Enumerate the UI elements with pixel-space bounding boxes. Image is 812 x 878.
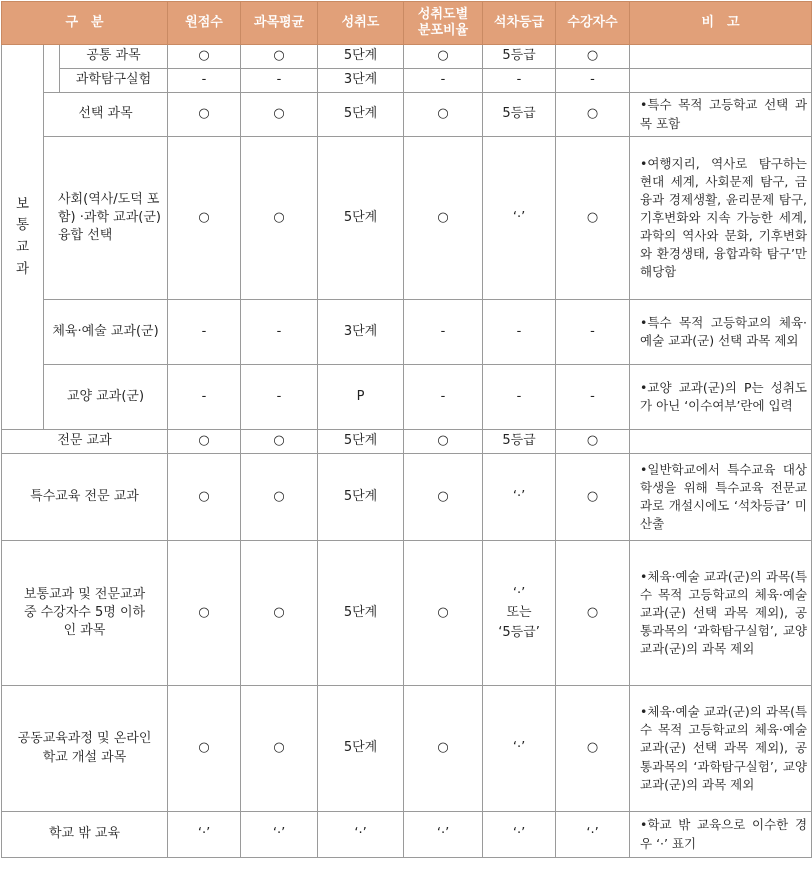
- cell-raw-score: ○: [168, 541, 241, 686]
- cell-enrollment: ‘·’: [556, 812, 630, 858]
- cell-rank: 5등급: [483, 45, 556, 69]
- header-achievement: 성취도: [318, 2, 404, 45]
- header-rank-grade: 석차등급: [483, 2, 556, 45]
- cell-enrollment: ○: [556, 686, 630, 812]
- table-row: [2, 812, 812, 858]
- cell-average: ○: [241, 454, 318, 541]
- cell-rank: ‘·’: [483, 686, 556, 812]
- cell-raw-score: ‘·’: [168, 812, 241, 858]
- header-subject-average: 과목평균: [241, 2, 318, 45]
- cell-distribution: ○: [404, 93, 483, 137]
- row-name: 교양 교과(군): [44, 365, 168, 430]
- cell-average: -: [241, 300, 318, 365]
- header-category: 구 분: [2, 2, 168, 45]
- table-row: [2, 686, 812, 812]
- cell-enrollment: -: [556, 300, 630, 365]
- cell-average: ○: [241, 686, 318, 812]
- header-row: [2, 2, 812, 45]
- cell-achievement: 3단계: [318, 69, 404, 93]
- cell-achievement: 3단계: [318, 300, 404, 365]
- cell-achievement: 5단계: [318, 93, 404, 137]
- cell-rank: ‘·’: [483, 812, 556, 858]
- cell-distribution: ○: [404, 137, 483, 300]
- group-label-general: 보 통 교 과: [2, 45, 44, 430]
- spacer-cell: [44, 45, 60, 93]
- cell-distribution: ○: [404, 45, 483, 69]
- table-row: [2, 541, 812, 686]
- cell-average: ○: [241, 430, 318, 454]
- row-name: 선택 과목: [44, 93, 168, 137]
- table-row: [2, 69, 812, 93]
- cell-enrollment: ○: [556, 541, 630, 686]
- cell-achievement: 5단계: [318, 430, 404, 454]
- header-enrollment: 수강자수: [556, 2, 630, 45]
- cell-remarks: •체육·예술 교과(군)의 과목(특수 목적 고등학교의 체육·예술 교과(군) 선택 과목 제외), 공통과목의 ‘과학탐구실험’, 교양 교과(군)의 과목 제외: [630, 686, 812, 812]
- cell-distribution: -: [404, 365, 483, 430]
- cell-raw-score: -: [168, 69, 241, 93]
- cell-distribution: ○: [404, 430, 483, 454]
- cell-rank: ‘·’: [483, 454, 556, 541]
- table-row: [2, 45, 812, 69]
- cell-distribution: -: [404, 69, 483, 93]
- row-name: 공통 과목: [60, 45, 168, 69]
- cell-average: ○: [241, 541, 318, 686]
- cell-achievement: 5단계: [318, 541, 404, 686]
- cell-rank: -: [483, 300, 556, 365]
- cell-average: ○: [241, 93, 318, 137]
- cell-average: -: [241, 69, 318, 93]
- cell-average: -: [241, 365, 318, 430]
- cell-enrollment: ○: [556, 430, 630, 454]
- grading-table: [1, 1, 812, 858]
- row-name: 특수교육 전문 교과: [2, 454, 168, 541]
- cell-remarks: •여행지리, 역사로 탐구하는 현대 세계, 사회문제 탐구, 금융과 경제생활, 윤리문제 탐구, 기후변화와 지속 가능한 세계, 과학의 역사와 문화, 기후변화와 환경생태, 융합과학 탐구’만 해당함: [630, 137, 812, 300]
- cell-remarks: •특수 목적 고등학교 선택 과목 포함: [630, 93, 812, 137]
- cell-remarks: [630, 45, 812, 69]
- cell-achievement: 5단계: [318, 454, 404, 541]
- cell-raw-score: ○: [168, 686, 241, 812]
- cell-remarks: •체육·예술 교과(군)의 과목(특수 목적 고등학교의 체육·예술 교과(군) 선택 과목 제외), 공통과목의 ‘과학탐구실험’, 교양 교과(군)의 과목 제외: [630, 541, 812, 686]
- row-name: 공동교육과정 및 온라인학교 개설 과목: [2, 686, 168, 812]
- cell-enrollment: -: [556, 365, 630, 430]
- cell-achievement: 5단계: [318, 137, 404, 300]
- cell-remarks: •교양 교과(군)의 P는 성취도가 아닌 ‘이수여부’란에 입력: [630, 365, 812, 430]
- cell-enrollment: ○: [556, 93, 630, 137]
- cell-distribution: -: [404, 300, 483, 365]
- cell-achievement: P: [318, 365, 404, 430]
- row-name: 체육·예술 교과(군): [44, 300, 168, 365]
- cell-achievement: 5단계: [318, 686, 404, 812]
- cell-average: ‘·’: [241, 812, 318, 858]
- row-name: 사회(역사/도덕 포함) ·과학 교과(군) 융합 선택: [44, 137, 168, 300]
- cell-enrollment: ○: [556, 45, 630, 69]
- row-name: 보통교과 및 전문교과 중 수강자수 5명 이하인 과목: [2, 541, 168, 686]
- header-remarks: 비 고: [630, 2, 812, 45]
- cell-raw-score: ○: [168, 137, 241, 300]
- cell-distribution: ○: [404, 541, 483, 686]
- cell-raw-score: ○: [168, 430, 241, 454]
- cell-achievement: ‘·’: [318, 812, 404, 858]
- cell-remarks: [630, 430, 812, 454]
- table-row: [2, 93, 812, 137]
- cell-rank: ‘·’: [483, 137, 556, 300]
- cell-distribution: ○: [404, 686, 483, 812]
- cell-raw-score: -: [168, 365, 241, 430]
- table-row: [2, 430, 812, 454]
- cell-achievement: 5단계: [318, 45, 404, 69]
- row-name: 과학탐구실험: [60, 69, 168, 93]
- row-name: 학교 밖 교육: [2, 812, 168, 858]
- cell-rank: 5등급: [483, 430, 556, 454]
- cell-raw-score: ○: [168, 454, 241, 541]
- row-name: 전문 교과: [2, 430, 168, 454]
- cell-average: ○: [241, 45, 318, 69]
- cell-enrollment: ○: [556, 454, 630, 541]
- header-distribution: 성취도별 분포비율: [404, 2, 483, 45]
- cell-rank: -: [483, 365, 556, 430]
- cell-remarks: •학교 밖 교육으로 이수한 경우 ‘·’ 표기: [630, 812, 812, 858]
- cell-rank: 5등급: [483, 93, 556, 137]
- cell-average: ○: [241, 137, 318, 300]
- cell-rank: -: [483, 69, 556, 93]
- header-raw-score: 원점수: [168, 2, 241, 45]
- cell-remarks: •특수 목적 고등학교의 체육·예술 교과(군) 선택 과목 제외: [630, 300, 812, 365]
- cell-raw-score: -: [168, 300, 241, 365]
- cell-distribution: ‘·’: [404, 812, 483, 858]
- cell-enrollment: -: [556, 69, 630, 93]
- cell-enrollment: ○: [556, 137, 630, 300]
- cell-raw-score: ○: [168, 93, 241, 137]
- cell-distribution: ○: [404, 454, 483, 541]
- cell-remarks: •일반학교에서 특수교육 대상 학생을 위해 특수교육 전문교과로 개설시에도 ‘석차등급’ 미산출: [630, 454, 812, 541]
- table-row: [2, 137, 812, 300]
- cell-remarks: [630, 69, 812, 93]
- table-row: [2, 300, 812, 365]
- table-row: [2, 365, 812, 430]
- table-row: [2, 454, 812, 541]
- cell-rank: ‘·’ 또는 ‘5등급’: [483, 541, 556, 686]
- cell-raw-score: ○: [168, 45, 241, 69]
